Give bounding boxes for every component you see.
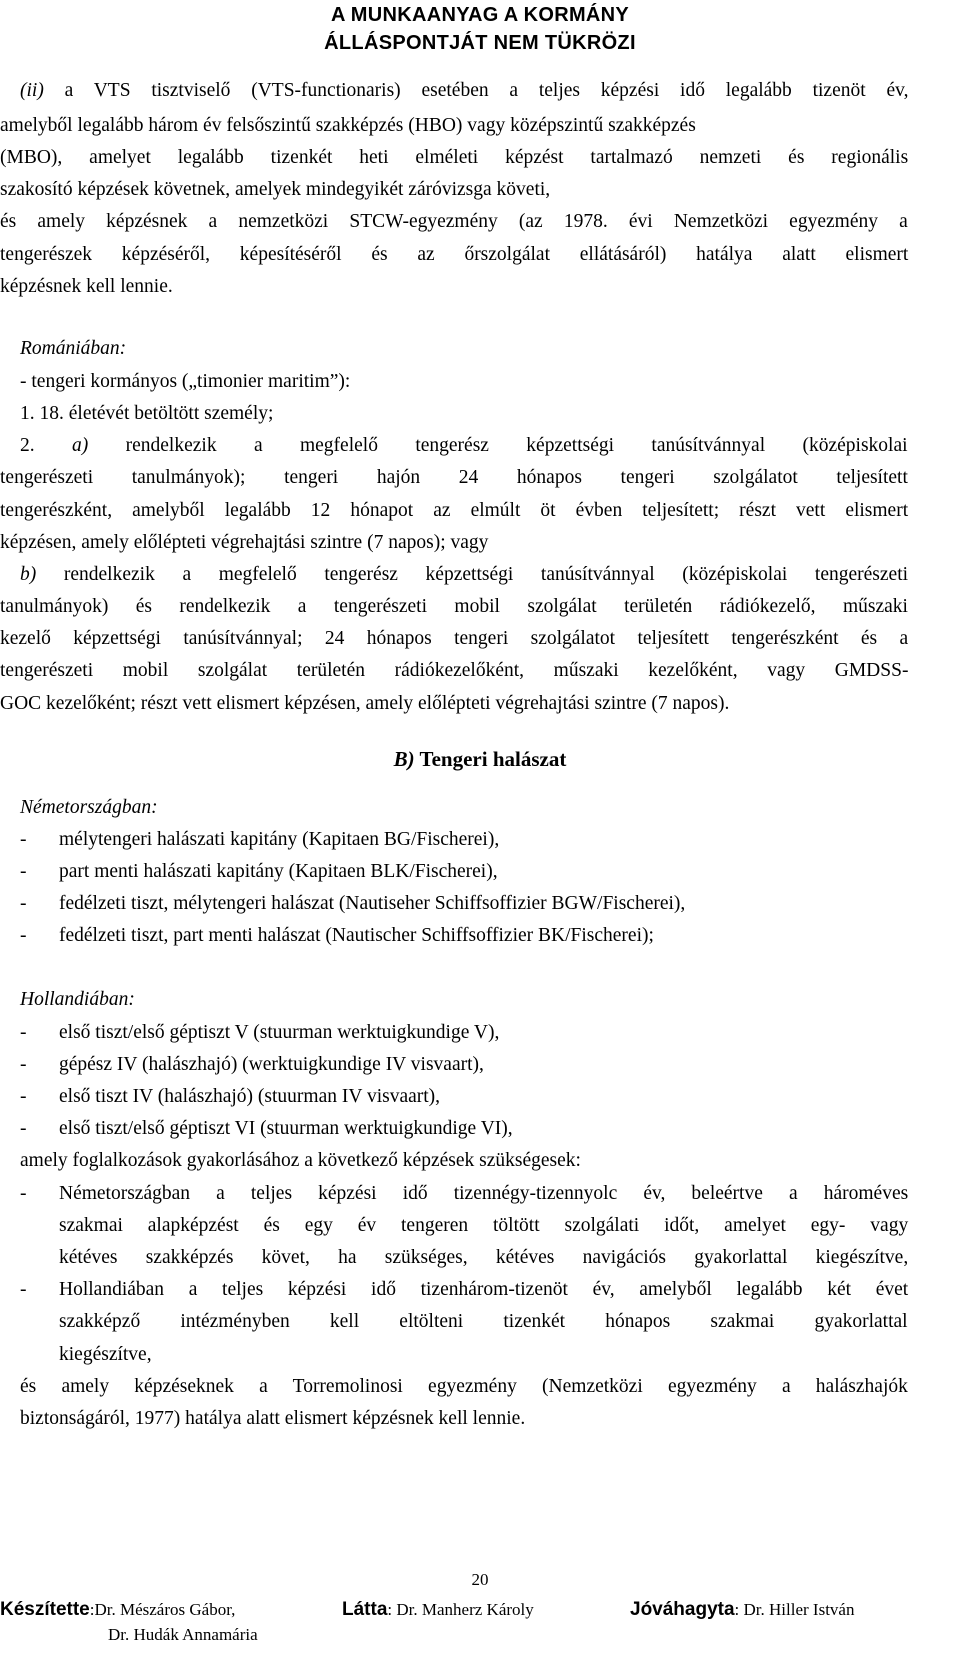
section-b-heading [0, 747, 960, 772]
vts-text-7: képzésnek kell lennie. [0, 276, 173, 297]
germany-heading: Németországban: [20, 797, 158, 818]
list-dash: - [20, 893, 27, 914]
vts-line-3 [0, 142, 908, 174]
requirement-continuation: kétéves szakképzés követ, ha szükséges, kétéves navigációs gyakorlattal kiegészítve, [59, 1247, 909, 1268]
list-dash: - [20, 1183, 27, 1204]
list-dash: - [20, 1086, 27, 1107]
vts-line-1 [20, 75, 908, 107]
vts-text-1: a VTS tisztviselő (VTS-functionaris) esetében a teljes képzési idő legalább tizenöt év, [64, 80, 909, 101]
romania-a-line-3: képzésen, amely előlépteti végrehajtási szintre (7 napos); vagy [0, 532, 489, 553]
vts-marker: (ii) [20, 80, 44, 101]
netherlands-item-text: gépész IV (halászhajó) (werktuigkundige IV visvaart), [59, 1054, 484, 1075]
seen-by-name: : Dr. Manherz Károly [387, 1600, 534, 1619]
header-line-1: A MUNKAANYAG A KORMÁNY [330, 4, 630, 26]
romania-b-line-3: tengerészeti mobil szolgálat területén rádiókezelőként, műszaki kezelőként, vagy GMDSS- [0, 660, 909, 681]
netherlands-intro: amely foglalkozások gyakorlásához a következő képzések szükségesek: [20, 1150, 581, 1171]
requirement-text: Hollandiában a teljes képzési idő tizenhárom-tizenöt év, amelyből legalább két évet [59, 1279, 909, 1300]
list-dash: - [20, 861, 27, 882]
footer-made-by [0, 1599, 235, 1621]
romania-b-first: rendelkezik a megfelelő tengerész képzettségi tanúsítvánnyal (középiskolai tengerészeti [63, 564, 909, 585]
closing-line-2: biztonságáról, 1977) hatálya alatt elismert képzésnek kell lennie. [20, 1408, 526, 1429]
list-dash: - [20, 1054, 27, 1075]
requirement-continuation: kiegészítve, [59, 1344, 152, 1365]
approved-label: Jóváhagyta [630, 1599, 735, 1620]
romania-b-line-2: kezelő képzettségi tanúsítvánnyal; 24 hónapos tengeri szolgálatot teljesített tengerészként és a [0, 628, 909, 649]
made-by-name: :Dr. Mészáros Gábor, [89, 1600, 236, 1619]
netherlands-item-text: első tiszt/első géptiszt V (stuurman werktuigkundige V), [59, 1022, 500, 1043]
romania-b-line-1: tanulmányok) és rendelkezik a tengerészeti mobil szolgálat területén rádiókezelő, műszaki [0, 596, 908, 617]
seen-label: Látta [342, 1599, 388, 1620]
romania-line-2: 1. 18. életévét betöltött személy; [20, 403, 274, 424]
page-number: 20 [471, 1570, 489, 1589]
vts-text-2: amelyből legalább három év felsőszintű szakképzés (HBO) vagy középszintű szakképzés [0, 115, 696, 136]
romania-heading: Romániában: [20, 338, 127, 359]
romania-b-line-4: GOC kezelőként; részt vett elismert képzésen, amely előlépteti végrehajtási szintre (7 napos). [0, 693, 730, 714]
vts-line-6 [0, 239, 908, 271]
vts-text-6: tengerészek képzéséről, képesítéséről és az őrszolgálat ellátásáról) hatálya alatt elismert [0, 244, 909, 265]
list-dash: - [20, 1022, 27, 1043]
romania-line-3 [20, 430, 908, 462]
vts-line-7 [0, 271, 173, 303]
vts-text-5: és amely képzésnek a nemzetközi STCW-egyezmény (az 1978. évi Nemzetközi egyezmény a [0, 211, 908, 232]
germany-item-text: fedélzeti tiszt, part menti halászat (Nautischer Schiffsoffizier BK/Fischerei); [59, 925, 654, 946]
romania-a-first: rendelkezik a megfelelő tengerész képzettségi tanúsítvánnyal (középiskolai [125, 435, 908, 456]
netherlands-heading: Hollandiában: [20, 989, 135, 1010]
requirement-continuation: szakképző intézményben kell eltölteni tizenkét hónapos szakmai gyakorlattal [59, 1311, 908, 1332]
romania-marker-b: b) [20, 564, 37, 585]
vts-text-3: (MBO), amelyet legalább tizenkét heti elméleti képzést tartalmazó nemzeti és regionális [0, 147, 909, 168]
list-dash: - [20, 1279, 27, 1300]
romania-num-2: 2. [20, 435, 35, 456]
romania-line-1: - tengeri kormányos („timonier maritim”): [20, 371, 351, 392]
section-b-title: Tengeri halászat [419, 747, 567, 771]
germany-item-text: mélytengeri halászati kapitány (Kapitaen BG/Fischerei), [59, 829, 500, 850]
vts-line-4 [0, 174, 550, 206]
vts-line-5 [0, 206, 908, 238]
romania-b-first-line [20, 559, 908, 591]
vts-text-4: szakosító képzések követnek, amelyek mindegyikét záróvizsga követi, [0, 179, 551, 200]
closing-line-1: és amely képzéseknek a Torremolinosi egyezmény (Nemzetközi egyezmény a halászhajók [20, 1376, 908, 1397]
made-label: Készítette [0, 1599, 90, 1620]
romania-a-line-2: tengerészként, amelyből legalább 12 hónapot az elmúlt öt évben teljesített; részt vett elismert [0, 500, 909, 521]
list-dash: - [20, 925, 27, 946]
netherlands-item-text: első tiszt IV (halászhajó) (stuurman IV visvaart), [59, 1086, 441, 1107]
germany-item-text: part menti halászati kapitány (Kapitaen BLK/Fischerei), [59, 861, 498, 882]
footer-made-by-2: Dr. Hudák Annamária [108, 1625, 258, 1644]
romania-a-line-1: tengerészeti tanulmányok); tengeri hajón 24 hónapos tengeri szolgálatot teljesített [0, 467, 908, 488]
header-line-2: ÁLLÁSPONTJÁT NEM TÜKRÖZI [324, 32, 636, 54]
section-b-marker: B) [393, 747, 415, 771]
netherlands-item-text: első tiszt/első géptiszt VI (stuurman werktuigkundige VI), [59, 1118, 513, 1139]
vts-line-2 [0, 110, 908, 142]
requirement-text: Németországban a teljes képzési idő tizennégy-tizennyolc év, beleértve a hároméves [59, 1183, 909, 1204]
approved-by-name: : Dr. Hiller István [734, 1600, 855, 1619]
list-dash: - [20, 829, 27, 850]
requirement-continuation: szakmai alapképzést és egy év tengeren töltött szolgálati időt, amelyet egy- vagy [59, 1215, 909, 1236]
footer-seen-by [342, 1599, 534, 1621]
list-dash: - [20, 1118, 27, 1139]
germany-item-text: fedélzeti tiszt, mélytengeri halászat (Nautiseher Schiffsoffizier BGW/Fischerei), [59, 893, 686, 914]
footer-approved-by [630, 1599, 854, 1621]
romania-marker-a: a) [72, 435, 89, 456]
